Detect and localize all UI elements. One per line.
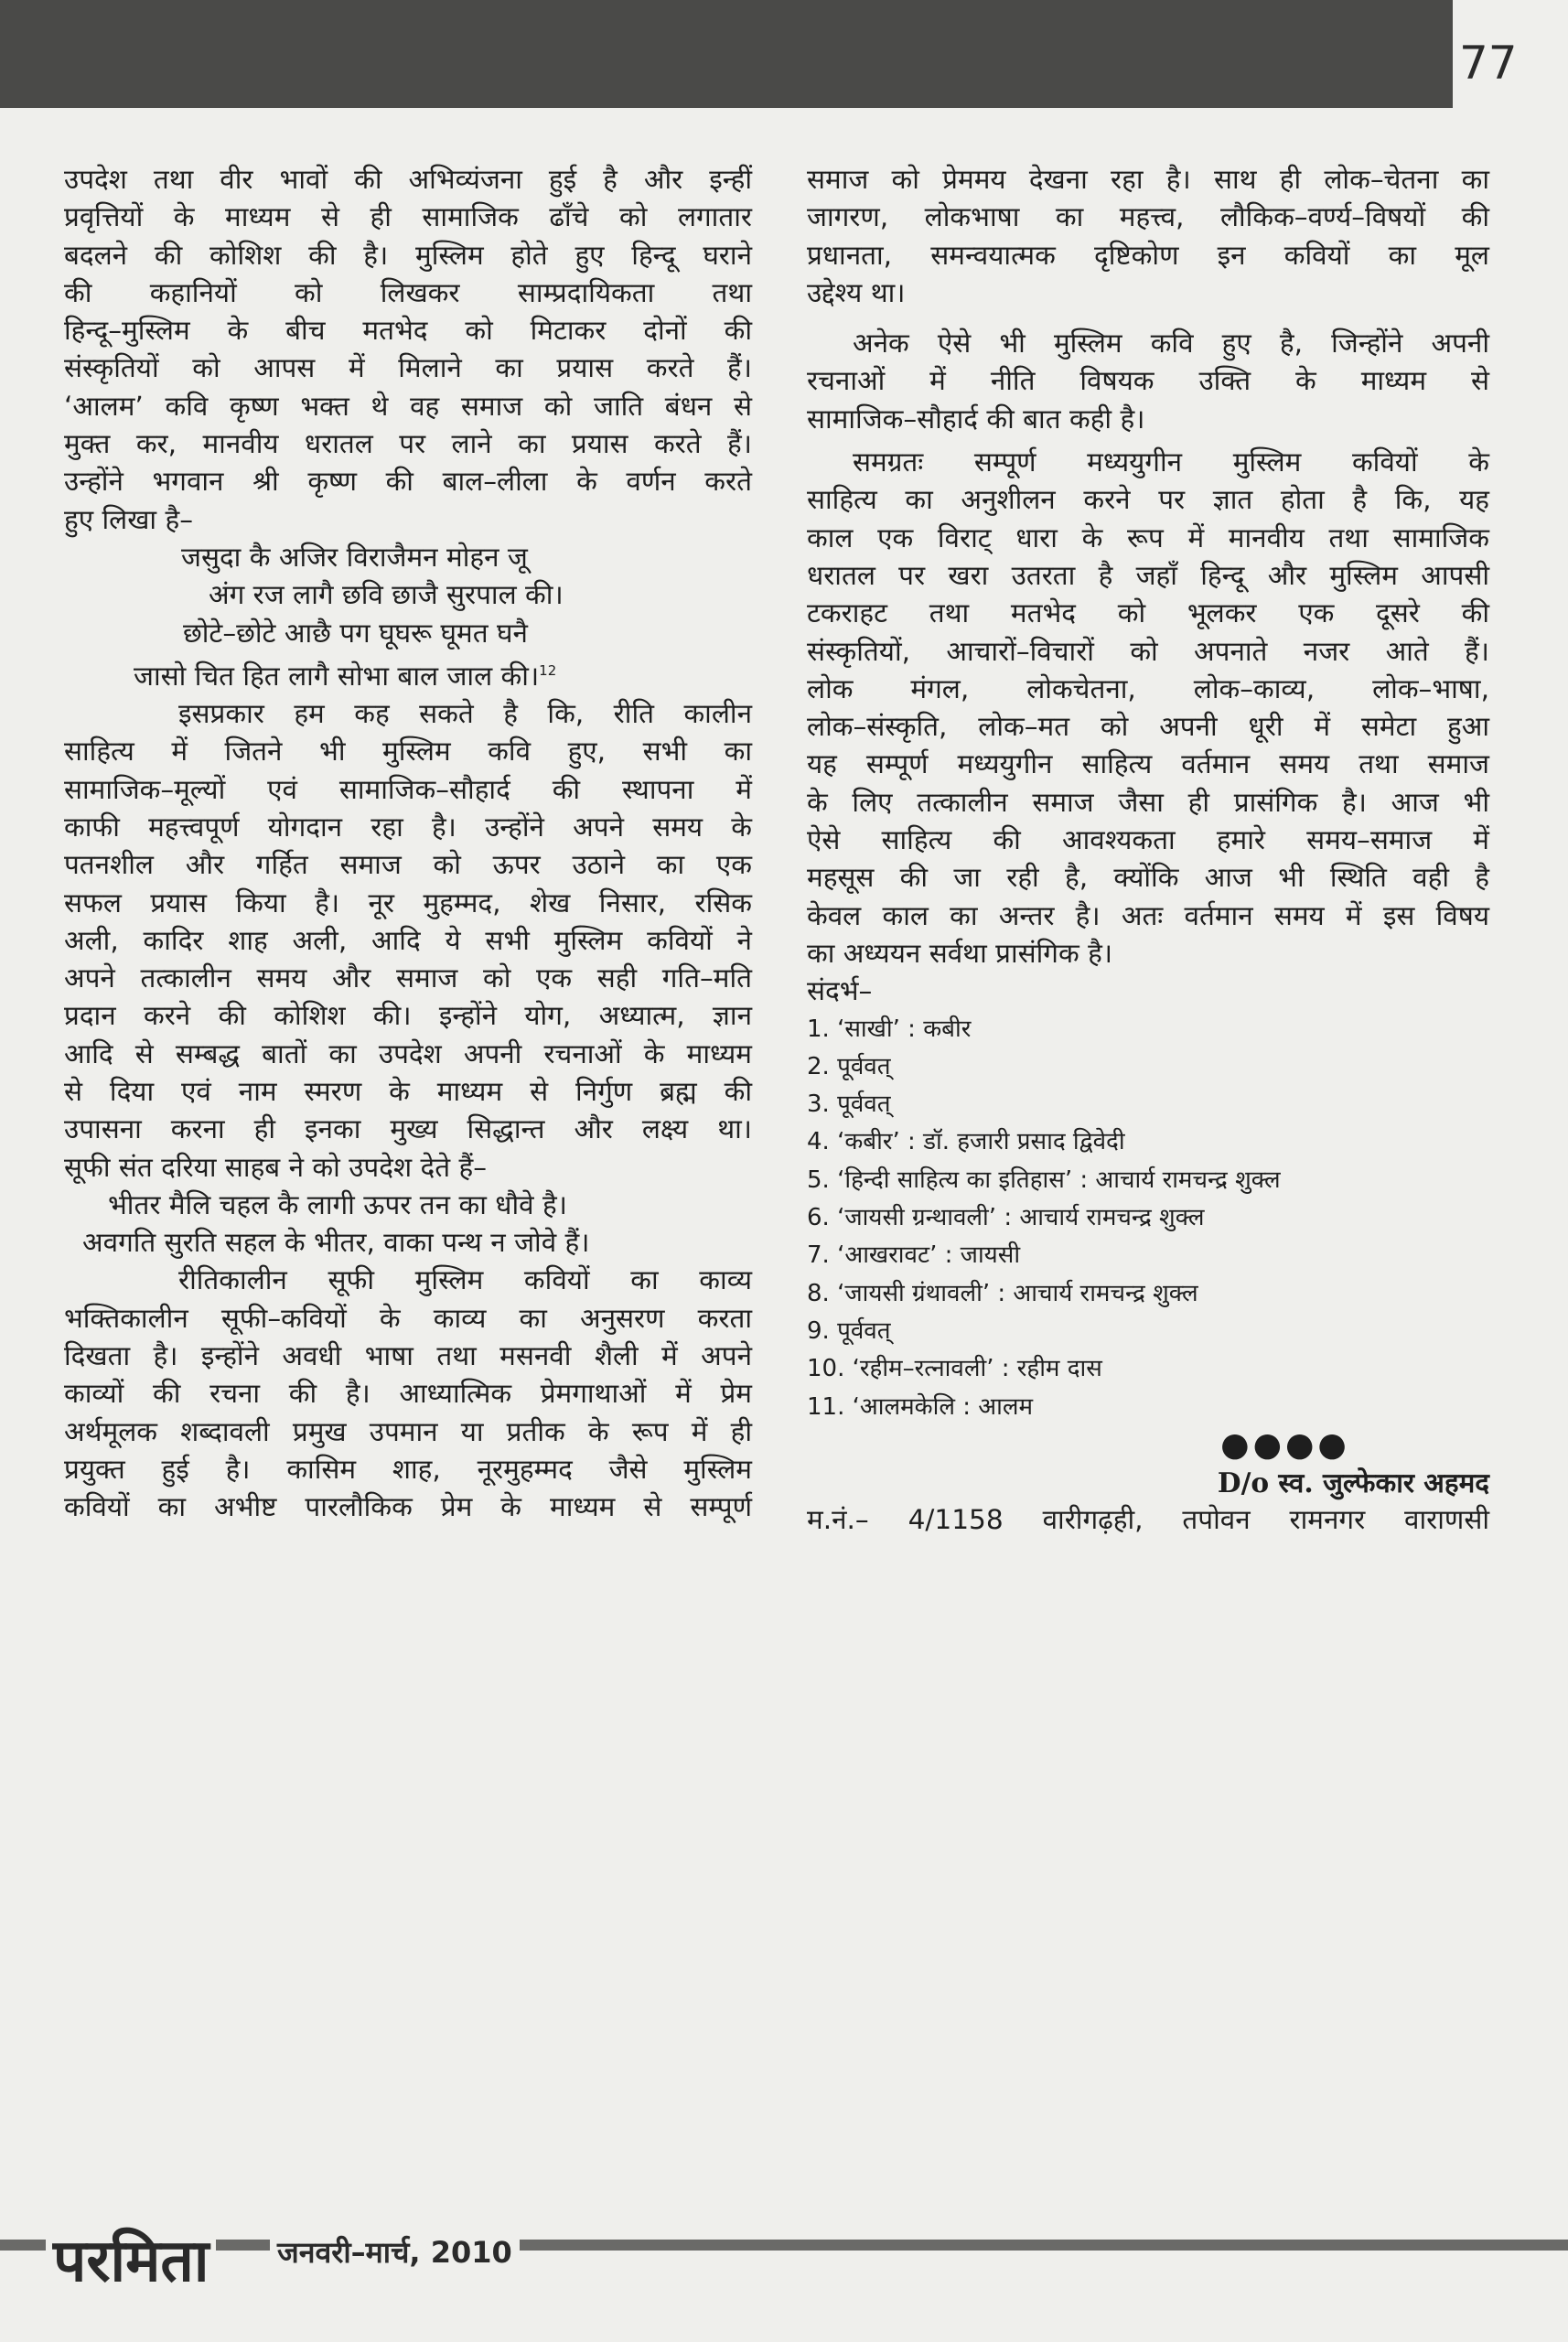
verse-line: अवगति सुरति सहल के भीतर, वाका पन्थ न जोवे हैं।	[82, 1227, 590, 1259]
text-line: महसूस की जा रही है, क्योंकि आज भी स्थिति वही है	[807, 862, 1489, 894]
author-line: D/o स्व. जुल्फेकार अहमद	[1217, 1466, 1489, 1499]
text-line: हिन्दू–मुस्लिम के बीच मतभेद को मिटाकर दोनों की	[64, 315, 752, 347]
verse-2	[64, 1187, 752, 1262]
reference-item: 3. पूर्ववत्	[807, 1090, 891, 1119]
reference-item: 7. ‘आखरावट’ : जायसी	[807, 1241, 1021, 1270]
verse-line: भीतर मैलि चहल कै लागी ऊपर तन का धौवे है।	[108, 1188, 567, 1220]
text-line: अनेक ऐसे भी मुस्लिम कवि हुए है, जिन्होंने अपनी	[853, 328, 1489, 360]
right-para-3	[807, 444, 1489, 972]
text-line: प्रयुक्त हुई है। कासिम शाह, नूरमुहम्मद जैसे मुस्लिम	[64, 1453, 752, 1485]
text-line: आदि से सम्बद्ध बातों का उपदेश अपनी रचनाओं के माध्यम	[64, 1037, 752, 1069]
text-line: रचनाओं में नीति विषयक उक्ति के माध्यम से	[807, 365, 1489, 397]
text-line: साहित्य का अनुशीलन करने पर ज्ञात होता है कि, यह	[807, 484, 1489, 516]
reference-item: 10. ‘रहीम–रत्नावली’ : रहीम दास	[807, 1355, 1102, 1383]
address-line: म.नं.– 4/1158 वारीगढ़ही, तपोवन रामनगर वाराणसी	[807, 1504, 1489, 1536]
text-line: प्रदान करने की कोशिश की। इन्होंने योग, अध्यात्म, ज्ञान	[64, 1000, 752, 1032]
text-line: काव्यों की रचना की है। आध्यात्मिक प्रेमगाथाओं में प्रेम	[64, 1378, 752, 1410]
magazine-logo: परमिता	[46, 2218, 216, 2298]
references-heading: संदर्भ–	[807, 975, 873, 1007]
left-para-3	[64, 1262, 752, 1526]
text-line: लोक मंगल, लोकचेतना, लोक–काव्य, लोक–भाषा,	[807, 672, 1489, 704]
text-line: संस्कृतियों को आपस में मिलाने का प्रयास करते हैं।	[64, 352, 752, 384]
verse-line: जासो चित हित लागै सोभा बाल जाल की।	[134, 660, 540, 692]
text-line: की कहानियों को लिखकर साम्प्रदायिकता तथा	[64, 276, 752, 308]
left-column	[64, 161, 752, 1527]
text-line: लोक–संस्कृति, लोक–मत को अपनी धूरी में समेटा हुआ	[807, 711, 1489, 743]
text-line: काल एक विराट् धारा के रूप में मानवीय तथा सामाजिक	[807, 521, 1489, 553]
text-line: कवियों का अभीष्ट पारलौकिक प्रेम के माध्यम से सम्पूर्ण	[64, 1491, 752, 1523]
reference-item: 9. पूर्ववत्	[807, 1316, 891, 1345]
text-line: से दिया एवं नाम स्मरण के माध्यम से निर्गुण ब्रह्म की	[64, 1075, 752, 1107]
text-line: मुक्त कर, मानवीय धरातल पर लाने का प्रयास करते हैं।	[64, 428, 752, 460]
reference-item: 5. ‘हिन्दी साहित्य का इतिहास’ : आचार्य रामचन्द्र शुक्ल	[807, 1166, 1281, 1194]
verse-line: अंग रज लागै छवि छाजै सुरपाल की।	[209, 579, 564, 611]
reference-item: 4. ‘कबीर’ : डॉ. हजारी प्रसाद द्विवेदी	[807, 1128, 1125, 1156]
reference-item: 2. पूर्ववत्	[807, 1052, 891, 1080]
text-line: हुए लिखा है–	[64, 503, 194, 535]
text-line: उन्होंने भगवान श्री कृष्ण की बाल–लीला के वर्णन करते	[64, 466, 752, 498]
text-line: सामाजिक–मूल्यों एवं सामाजिक–सौहार्द की स्थापना में	[64, 773, 752, 805]
text-line: सूफी संत दरिया साहब ने को उपदेश देते हैं–	[64, 1151, 487, 1183]
reference-item: 6. ‘जायसी ग्रन्थावली’ : आचार्य रामचन्द्र शुक्ल	[807, 1204, 1205, 1232]
text-line: भक्तिकालीन सूफी–कवियों के काव्य का अनुसरण करता	[64, 1302, 752, 1334]
reference-item: 1. ‘साखी’ : कबीर	[807, 1015, 972, 1043]
text-line: प्रवृत्तियों के माध्यम से ही सामाजिक ढाँचे को लगातार	[64, 201, 752, 233]
text-line: उद्देश्य था।	[807, 276, 906, 308]
verse-1	[64, 539, 752, 695]
separator-dots: ●●●●	[1220, 1425, 1350, 1464]
right-para-2	[807, 325, 1489, 438]
text-line: रीतिकालीन सूफी मुस्लिम कवियों का काव्य	[178, 1264, 752, 1296]
right-column	[807, 161, 1489, 1539]
text-line: धरातल पर खरा उतरता है जहाँ हिन्दू और मुस्लिम आपसी	[807, 559, 1489, 591]
text-line: समाज को प्रेममय देखना रहा है। साथ ही लोक–चेतना का	[807, 164, 1489, 195]
text-line: दिखता है। इन्होंने अवधी भाषा तथा मसनवी शैली में अपने	[64, 1340, 752, 1372]
text-line: केवल काल का अन्तर है। अतः वर्तमान समय में इस विषय	[807, 899, 1489, 931]
text-line: सामाजिक–सौहार्द की बात कही है।	[807, 403, 1145, 435]
text-line: उपदेश तथा वीर भावों की अभिव्यंजना हुई है और इन्हीं	[64, 164, 752, 195]
left-para-2	[64, 695, 752, 1187]
right-para-1	[807, 161, 1489, 312]
footer-rule	[0, 2240, 1568, 2251]
text-line: अली, कादिर शाह अली, आदि ये सभी मुस्लिम कवियों ने	[64, 924, 752, 956]
text-line: प्रधानता, समन्वयात्मक दृष्टिकोण इन कवियों का मूल	[807, 239, 1489, 271]
text-line: समग्रतः सम्पूर्ण मध्ययुगीन मुस्लिम कवियों के	[853, 446, 1489, 478]
text-line: अर्थमूलक शब्दावली प्रमुख उपमान या प्रतीक के रूप में ही	[64, 1415, 752, 1447]
text-line: संस्कृतियों, आचारों–विचारों को अपनाते नजर आते हैं।	[807, 635, 1489, 667]
text-line: उपासना करना ही इनका मुख्य सिद्धान्त और लक्ष्य था।	[64, 1113, 752, 1145]
text-line: ऐसे साहित्य की आवश्यकता हमारे समय–समाज में	[807, 824, 1489, 856]
text-line: यह सम्पूर्ण मध्ययुगीन साहित्य वर्तमान समय तथा समाज	[807, 748, 1489, 780]
verse-line: जसुदा कै अजिर विराजैमन मोहन जू	[181, 541, 528, 573]
footnote-marker: 12	[539, 661, 557, 679]
page-number: 77	[1459, 37, 1518, 90]
text-line: अपने तत्कालीन समय और समाज को एक सही गति–मति	[64, 962, 752, 994]
text-line: टकराहट तथा मतभेद को भूलकर एक दूसरे की	[807, 597, 1489, 629]
header-band	[0, 0, 1450, 108]
text-line: साहित्य में जितने भी मुस्लिम कवि हुए, सभी का	[64, 736, 752, 768]
issue-date: जनवरी–मार्च, 2010	[270, 2232, 520, 2272]
reference-item: 11. ‘आलमकेलि : आलम	[807, 1392, 1033, 1421]
reference-item: 8. ‘जायसी ग्रंथावली’ : आचार्य रामचन्द्र शुक्ल	[807, 1279, 1198, 1307]
text-line: के लिए तत्कालीन समाज जैसा ही प्रासंगिक है। आज भी	[807, 786, 1489, 818]
text-line: सफल प्रयास किया है। नूर मुहम्मद, शेख निसार, रसिक	[64, 886, 752, 919]
left-para-1	[64, 161, 752, 539]
references-list	[807, 1011, 1489, 1426]
text-line: काफी महत्त्वपूर्ण योगदान रहा है। उन्होंने अपने समय के	[64, 811, 752, 843]
text-line: जागरण, लोकभाषा का महत्त्व, लौकिक–वर्ण्य–विषयों की	[807, 201, 1489, 233]
verse-line: छोटे–छोटे आछै पग घूघरू घूमत घनै	[183, 617, 528, 649]
text-line: इसप्रकार हम कह सकते है कि, रीति कालीन	[178, 698, 752, 730]
text-line: ‘आलम’ कवि कृष्ण भक्त थे वह समाज को जाति बंधन से	[64, 390, 753, 422]
text-line: बदलने की कोशिश की है। मुस्लिम होते हुए हिन्दू घराने	[64, 239, 752, 271]
page-number-rule	[1450, 0, 1453, 108]
text-line: पतनशील और गर्हित समाज को ऊपर उठाने का एक	[64, 849, 752, 881]
text-line: का अध्ययन सर्वथा प्रासंगिक है।	[807, 937, 1113, 969]
